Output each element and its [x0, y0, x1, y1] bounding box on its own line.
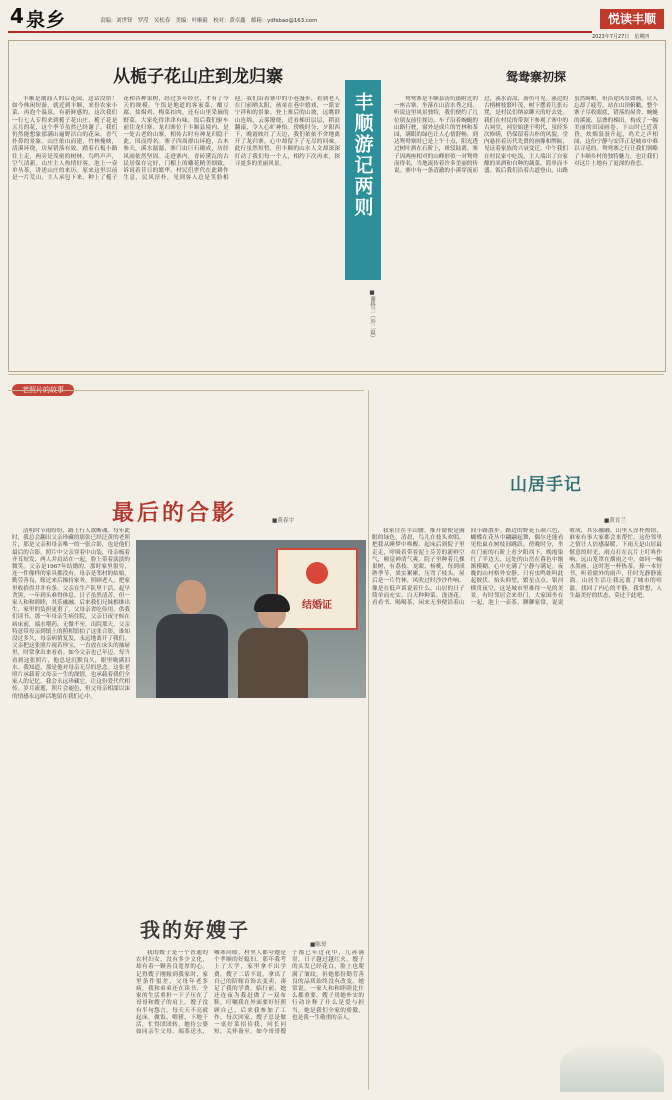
credits-line: 责编：刘世铎 罗滢 吴松春 美编：叶顺毅 校对：黄卓鑫 邮箱：ydfsbao@163.com: [100, 18, 318, 24]
date-line: 2023年7月27日 星期四: [592, 34, 650, 40]
article4-title: 山居手记: [510, 475, 582, 495]
page-name: 泉乡: [26, 9, 67, 31]
article4-body: [372, 528, 662, 1073]
article3-body-left: [12, 528, 130, 1088]
vertical-title: 丰顺游记两则: [351, 92, 374, 218]
article1-title: 从栀子花山庄到龙归寨: [113, 67, 283, 87]
article3-title: 最后的合影: [112, 500, 238, 526]
article4-text: 我家住在半山腰，推开窗便是满眼的绿色。清晨，鸟儿在枝头欢唱，把我从睡梦中唤醒。起床后到院子里走走，呼吸着带着泥土芬芳的新鲜空气，顿觉神清气爽。院子里种着几棵果树，有荔枝、龙眼、杨桃，每到成熟季节，果实累累，压弯了枝头。屋后是一片竹林，风吹过时沙沙作响，像是在低声诉说着什么。山居的日子简单而充实。白天种种菜、浇浇花，看看书、喝喝茶，闲来无事便沿着山间小路散步。路边的野花五颜六色，蝴蝶在花丛中翩翩起舞，偶尔还能看见松鼠在树枝间跳跃。傍晚时分，坐在门前的石阶上看夕阳西下，晚霞染红了半边天，远处的山峦在暮色中渐渐模糊，心中充满了宁静与满足。夜晚的山村格外安静，只有虫鸣蛙叫此起彼伏。抬头仰望，繁星点点，银河横贯夜空，这是城市里难得一见的美景。有时邻居会来串门，大家围坐在一起，泡上一壶茶，聊聊家常，说说收成，其乐融融。山里人淳朴热情，谁家有事大家都会来帮忙，这份邻里之情让人倍感温暖。下雨天是山居最惬意的时光，雨点打在瓦片上叮咚作响，远山笼罩在烟雨之中，如同一幅水墨画。这时泡一杯热茶，捧一本好书，听着窗外的雨声，任时光静静流淌。山居生活让我远离了城市的喧嚣，找回了内心的平静。我常想，人生最美好的状态，莫过于此吧。: [372, 528, 662, 607]
old-photo-tag: 老照片的故事: [12, 384, 74, 396]
article2-text: 鸳鸯寨是丰顺县汤坑镇附近的一座古寨，坐落在山清水秀之间。听说这里风景独特，我们便约了几位朋友前往探访。车子沿着蜿蜒的山路行驶，窗外是成片的竹林和茶园，满眼的绿色让人心情舒畅。到达鸳鸯寨时已是上午十点，阳光透过树叶洒在石阶上，斑驳陆离。寨子因两座相对的山峰形似一对鸳鸯而得名，当地流传着许多美丽的传说。寨中有一条清澈的小溪穿流而过，溪水清凉，游鱼可见。溪边的古榕树枝繁叶茂，树下摆着几张石凳，是村民们纳凉聊天的好去处。我们在村民的带领下参观了寨中的古祠堂，祠堂始建于明代，虽经多次修缮，仍保留着古朴的风貌。堂内悬挂着历代先贤的画像和牌匾，见证着家族的兴衰变迁。中午我们在村民家中吃饭，主人端出了自家酿的米酒和自种的蔬菜，简单而丰盛。饭后我们沿着古道登山，山路虽然崎岖，但沿途风景如画，让人忘却了疲劳。站在山顶俯瞰，整个寨子尽收眼底，错落的屋舍、蜿蜒的溪流、层叠的梯田，构成了一幅美丽的田园画卷。下山时已近黄昏，炊烟袅袅升起，鸡犬之声相闻，这份宁静与安详正是城市中难以寻觅的。鸳鸯寨之行让我们领略了丰顺乡村的独特魅力，也让我们对这片土地有了更深的眷恋。: [394, 96, 658, 175]
section-divider: [8, 374, 664, 375]
article1-text: 丰顺是潮汕人的后花园，这话没错！如今休闲短游，就近到丰顺，来份农家小菜，再泡个温泉，有新鲜感的。这次我们一行七人专程来到栀子花山庄，栀子花是五月的花，这个季节虽然已经谢了，我们仍然能想象那满山遍野洁白的花朵，香气扑鼻的景象。山庄依山而建，竹林掩映，清溪环绕，房屋错落有致。踏着石板小路往上走，两旁是茂密的树林，鸟鸣声声，空气清新。山庄主人热情好客，泡上一壶单丛茶，讲述山庄的来历。原来这里以前是一片荒山，主人承包下来，种上了栀子花和各种果树，经过多年经营，才有了今天的规模。午饭是地道的客家菜，酿豆腐、盐焗鸡、梅菜扣肉，还有山里采摘的野菜，大家吃得津津有味。饭后我们驱车前往龙归寨。龙归寨位于丰顺县境内，是一处古老的山寨，相传古时有神龙归隐于此，因而得名。寨子四周群山环抱，古木参天，溪水潺潺，寨门由巨石砌成，历经风雨依然坚固。走进寨内，青砖黛瓦的古民居保存完好，门楣上的雕花精美细致，诉说着昔日的繁华。村民们世代在此耕作生息，民风淳朴，见到客人总是笑脸相迎。我们沿着寨中的小巷漫步，看到老人在门前晒太阳，孩童在巷中嬉戏，一派安宁祥和的景象。登上寨后的山坡，远眺群山连绵，云雾缭绕，近看梯田层层，稻浪翻滚，令人心旷神怡。傍晚时分，夕阳西下，晚霞映红了天边，我们依依不舍地离开了龙归寨，心中却留下了无尽的回味。此行虽然短暂，但丰顺的山水人文却深深打动了我们每一个人，相约下次再来，探寻更多的美丽风景。: [12, 96, 340, 182]
husband-figure: [156, 580, 228, 698]
column-divider: [368, 390, 369, 1090]
vertical-title-panel: [345, 80, 381, 280]
article2-body: [394, 96, 658, 366]
wedding-photo: [136, 540, 366, 698]
certificate-emblem: [306, 562, 328, 584]
article2-title: 鸳鸯寨初探: [506, 70, 567, 84]
article1-body: [12, 96, 340, 366]
article3-author: ■黄春宇: [272, 518, 295, 524]
article5-title: 我的好嫂子: [140, 918, 250, 942]
landscape-decoration: [560, 1040, 664, 1092]
article5-author: ■陈哥: [310, 942, 327, 948]
article5-text: 我的嫂子是一个普通的农村妇女，没有多少文化，却有着一颗善良宽厚的心。记得嫂子刚嫁到我家时，家里条件很差，父母年老多病，我和弟弟还在读书，全家的生活重担一下子压在了哥哥和嫂子的肩上。嫂子没有半句怨言，每天天不亮就起床，做饭、喂猪、下地干活，忙得团团转。她待公婆如同亲生父母，端茶送水，嘘寒问暖，村里人都夸她是个孝顺的好媳妇。那年我考上了大学，家里拿不出学费，嫂子二话不说，拿出了自己的陪嫁首饰去变卖，凑足了我的学费。临行前，她还连夜为我赶做了一双布鞋，叮嘱我在外面要好好照顾自己。后来我参加了工作，每次回家，嫂子总是做一桌好菜招待我，问长问短，关怀备至。如今哥哥嫂子都已年过花甲，儿孙满堂，日子越过越红火。嫂子的头发已经花白，脸上也爬满了皱纹，但她那份勤劳善良的品质始终没有改变。她常说，一家人和和睦睦比什么都重要。嫂子用她朴实的行动诠释了什么是爱与担当，她是我们全家的骄傲，也是我一生敬重的亲人。: [136, 950, 364, 1036]
header-rule: [8, 31, 592, 33]
section-badge: 悦读丰顺: [600, 9, 664, 29]
certificate-title: 结婚证: [302, 600, 332, 611]
article5-body: [136, 950, 364, 1090]
wife-figure: [238, 596, 308, 698]
old-photo-frame: [8, 390, 364, 391]
article3-text: 清明时节雨纷纷，路上行人欲断魂。每年此时，我总会翻出父亲珍藏的那张已经泛黄的老照片，那是父亲和母亲唯一的一张合影，也是他们最后的合影。照片中父亲穿着中山装，母亲梳着齐耳短发，两人并肩站在一起，脸上带着淡淡的微笑。父亲是1967年结婚的，那时家里很穷，连一件像样的家具都没有。母亲是邻村的姑娘，勤劳善良，嫁过来后操持家务，照顾老人，把家里收拾得井井有条。父亲在生产队里干活，起早贪黑，一年到头难得休息。日子虽然清苦，但一家人和和睦睦，其乐融融。后来我们兄妹相继出生，家里的负担更重了，父母亲省吃俭用，供我们读书。那一年母亲生病住院，父亲日夜守候在病床前，端水喂药，无微不至。出院那天，父亲特意带母亲到镇上的照相馆拍了这张合影。谁知没过多久，母亲病情复发，永远地离开了我们。父亲把这张照片视若珍宝，一直放在床头的抽屉里，时常拿出来看看。如今父亲也已年迈，每当看到这张照片，他总是沉默良久，眼里噙满泪水。我知道，那是他对母亲无尽的思念。这张老照片承载着父母亲一生的深情，也承载着我们全家人的记忆，我会永远珍藏它，让这份爱代代相传。岁月流逝，照片会褪色，但父母亲相濡以沫的情感永远鲜活地留在我们心中。: [12, 528, 130, 700]
page-number: 4: [10, 4, 24, 28]
article1-author: ■谢桥兰（外二篇）: [369, 290, 375, 341]
article4-author: ■黄育兰: [604, 518, 627, 524]
